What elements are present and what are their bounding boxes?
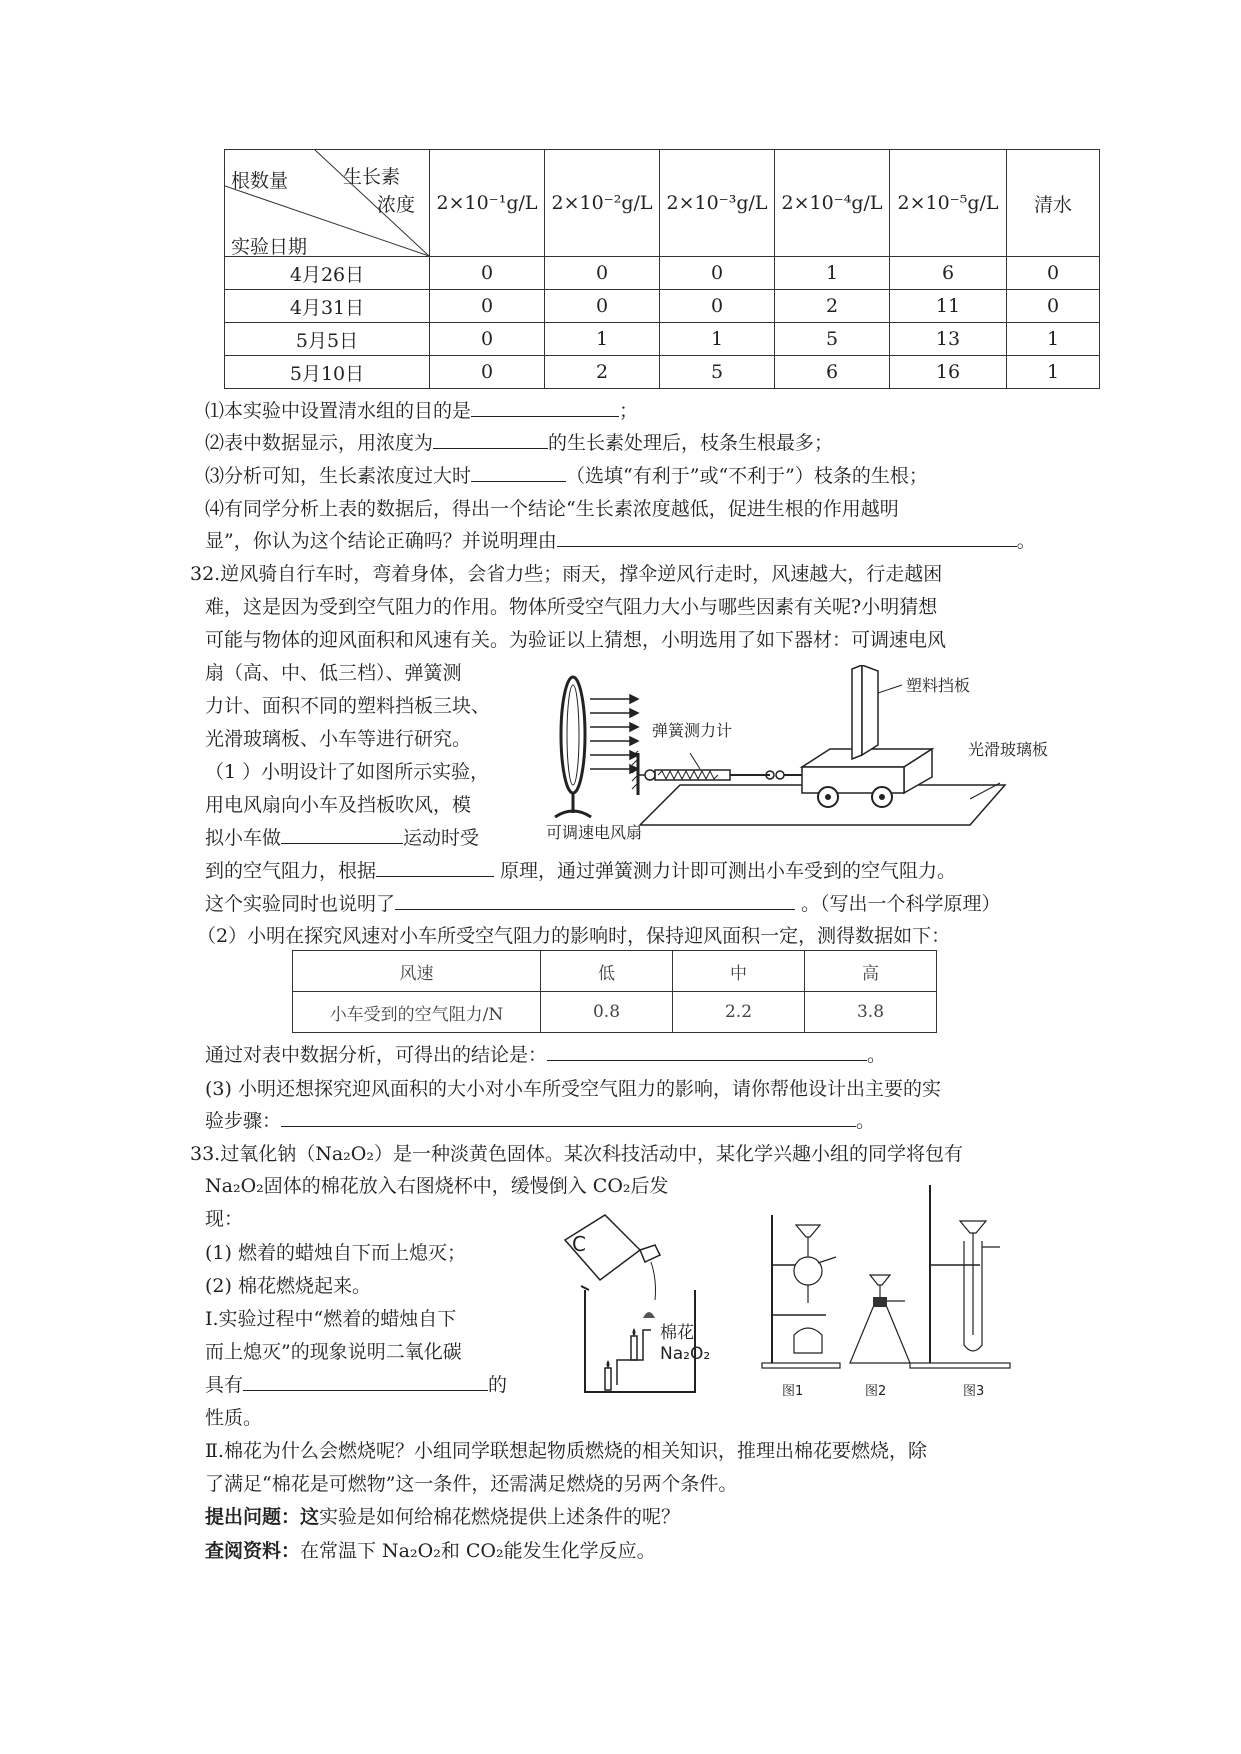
value-cell: 0 — [430, 323, 545, 356]
header-root-count: 根数量 — [231, 170, 289, 192]
date-cell: 5月10日 — [225, 356, 430, 389]
apparatus-3-icon — [910, 1185, 1010, 1368]
answer-blank[interactable] — [471, 463, 566, 482]
q33-line-6: Ⅰ.实验过程中“燃着的蜡烛自下 — [205, 1308, 457, 1330]
q33-line-9: 性质。 — [205, 1407, 263, 1429]
label-glass-plate: 光滑玻璃板 — [968, 740, 1049, 759]
q32-line-10: 到的空气阻力，根据 原理，通过弹簧测力计即可测出小车受到的空气阻力。 — [205, 860, 957, 882]
value-cell: 16 — [890, 356, 1007, 389]
value-cell: 0 — [545, 257, 660, 290]
q31-item-1: ⑴本实验中设置清水组的目的是 ； — [205, 400, 639, 422]
q33-line-2: Na₂O₂固体的棉花放入右图烧杯中，缓慢倒入 CO₂后发 — [205, 1175, 669, 1197]
value-cell: 1 — [545, 323, 660, 356]
apparatus-figures — [760, 1185, 1020, 1375]
value-cell: 5 — [775, 323, 890, 356]
label-plastic-board: 塑料挡板 — [906, 676, 971, 695]
diagonal-header-cell — [225, 150, 430, 257]
header-concentration: 浓度 — [377, 194, 416, 216]
apparatus-1-icon — [762, 1215, 840, 1368]
value-cell: 1 — [1007, 323, 1100, 356]
value-cell: 0 — [430, 356, 545, 389]
q32-line-9: 拟小车做 运动时受 — [205, 827, 480, 849]
q32-line-2: 难，这是因为受到空气阻力的作用。物体所受空气阻力大小与哪些因素有关呢?小明猜想 — [205, 596, 938, 618]
label-na2o2: Na₂O₂ — [660, 1344, 711, 1364]
col-header: 2×10⁻⁴g/L — [775, 150, 890, 257]
spring-meter-icon — [638, 770, 802, 780]
label-fig1: 图1 — [782, 1384, 804, 1399]
value-cell: 0 — [545, 290, 660, 323]
value-cell: 0 — [430, 290, 545, 323]
date-cell: 5月5日 — [225, 323, 430, 356]
q33-line-4: (1) 燃着的蜡烛自下而上熄灭； — [205, 1242, 466, 1264]
table-row — [293, 951, 937, 992]
col-header: 2×10⁻¹g/L — [430, 150, 545, 257]
q32-line-7: （1 ）小明设计了如图所示实验， — [205, 761, 490, 783]
value-cell: 2.2 — [673, 992, 805, 1033]
q33-line-5: (2) 棉花燃烧起来。 — [205, 1275, 371, 1297]
bottle-letter: C — [572, 1232, 586, 1256]
q31-item-4a: ⑷有同学分析上表的数据后，得出一个结论“生长素浓度越低，促进生根的作用越明 — [205, 498, 899, 520]
label-spring-meter: 弹簧测力计 — [652, 721, 733, 740]
q33-line-10: Ⅱ.棉花为什么会燃烧呢？小组同学联想起物质燃烧的相关知识，推理出棉花要燃烧，除 — [205, 1440, 927, 1462]
q33-line-1: 33.过氧化钠（Na₂O₂）是一种淡黄色固体。某次科技活动中，某化学兴趣小组的同学将包有 — [190, 1143, 963, 1165]
value-cell: 0 — [430, 257, 545, 290]
answer-blank[interactable] — [471, 398, 619, 417]
value-cell: 0 — [1007, 257, 1100, 290]
table-row — [225, 290, 1100, 323]
value-cell: 1 — [775, 257, 890, 290]
growth-hormone-table — [224, 149, 1100, 389]
apparatus-2-icon — [850, 1275, 910, 1363]
table-row — [225, 323, 1100, 356]
value-cell: 1 — [660, 323, 775, 356]
answer-blank[interactable] — [376, 858, 494, 877]
value-cell: 0 — [660, 257, 775, 290]
answer-blank[interactable] — [281, 825, 403, 844]
car-icon — [802, 749, 932, 807]
q33-line-8: 具有 的 — [205, 1374, 508, 1396]
q31-item-4b: 显”，你认为这个结论正确吗？并说明理由 。 — [205, 530, 1036, 552]
value-cell: 0 — [1007, 290, 1100, 323]
value-cell: 6 — [775, 356, 890, 389]
label-fan: 可调速电风扇 — [546, 823, 643, 842]
answer-blank[interactable] — [243, 1372, 488, 1391]
q32-line-13: 通过对表中数据分析，可得出的结论是： 。 — [205, 1044, 887, 1066]
col-header: 2×10⁻⁵g/L — [890, 150, 1007, 257]
q32-line-5: 力计、面积不同的塑料挡板三块、 — [205, 695, 491, 717]
q33-line-7: 而上熄灭”的现象说明二氧化碳 — [205, 1341, 462, 1363]
q32-line-11: 这个实验同时也说明了 。（写出一个科学原理） — [205, 893, 1001, 915]
q33-line-3: 现： — [205, 1208, 244, 1230]
value-cell: 6 — [890, 257, 1007, 290]
fan-icon — [555, 677, 591, 817]
value-cell: 1 — [1007, 356, 1100, 389]
value-cell: 5 — [660, 356, 775, 389]
q33-line-12: 提出问题：这实验是如何给棉花燃烧提供上述条件的呢？ — [205, 1506, 681, 1528]
q32-line-3: 可能与物体的迎风面积和风速有关。为验证以上猜想，小明选用了如下器材：可调速电风 — [205, 629, 947, 651]
table-row — [225, 257, 1100, 290]
col-header: 风速 — [293, 951, 541, 992]
q31-item-3: ⑶分析可知，生长素浓度过大时 （选填“有利于”或“不利于”）枝条的生根； — [205, 465, 928, 487]
plastic-board — [852, 665, 862, 759]
q32-line-1: 32.逆风骑自行车时，弯着身体，会省力些；雨天，撑伞逆风行走时，风速越大，行走越困 — [190, 563, 943, 585]
row-label: 小车受到的空气阻力/N — [293, 992, 541, 1033]
col-header: 高 — [805, 951, 937, 992]
value-cell: 0.8 — [541, 992, 673, 1033]
table-row — [293, 992, 937, 1033]
q32-line-8: 用电风扇向小车及挡板吹风，模 — [205, 794, 472, 816]
col-header: 中 — [673, 951, 805, 992]
col-header: 低 — [541, 951, 673, 992]
q32-line-4: 扇（高、中、低三档）、弹簧测 — [205, 662, 462, 684]
answer-blank[interactable] — [433, 430, 548, 449]
label-fig3: 图3 — [963, 1384, 985, 1399]
q32-line-12: （2）小明在探究风速对小车所受空气阻力的影响时，保持迎风面积一定，测得数据如下： — [197, 925, 951, 947]
co2-bottle-icon — [565, 1215, 660, 1300]
table-row — [225, 356, 1100, 389]
date-cell: 4月26日 — [225, 257, 430, 290]
q32-line-14: (3) 小明还想探究迎风面积的大小对小车所受空气阻力的影响，请你帮他设计出主要的实 — [205, 1078, 941, 1100]
q33-line-13: 查阅资料：在常温下 Na₂O₂和 CO₂能发生化学反应。 — [205, 1540, 656, 1562]
value-cell: 0 — [660, 290, 775, 323]
label-fig2: 图2 — [865, 1384, 887, 1399]
label-cotton: 棉花 — [660, 1323, 694, 1343]
q32-line-6: 光滑玻璃板、小车等进行研究。 — [205, 728, 472, 750]
header-date: 实验日期 — [231, 236, 308, 258]
wind-speed-table — [292, 950, 937, 1033]
date-cell: 4月31日 — [225, 290, 430, 323]
col-header: 2×10⁻³g/L — [660, 150, 775, 257]
value-cell: 13 — [890, 323, 1007, 356]
header-hormone: 生长素 — [343, 166, 401, 188]
answer-blank[interactable] — [395, 891, 795, 910]
col-header: 2×10⁻²g/L — [545, 150, 660, 257]
value-cell: 2 — [545, 356, 660, 389]
answer-blank[interactable] — [281, 1108, 856, 1127]
candle-icon — [605, 1328, 637, 1390]
q33-line-11: 了满足“棉花是可燃物”这一条件，还需满足燃烧的另两个条件。 — [205, 1473, 738, 1495]
answer-blank[interactable] — [547, 1042, 867, 1061]
answer-blank[interactable] — [557, 528, 1017, 547]
value-cell: 3.8 — [805, 992, 937, 1033]
value-cell: 11 — [890, 290, 1007, 323]
q31-item-2: ⑵表中数据显示，用浓度为 的生长素处理后，枝条生根最多； — [205, 432, 834, 454]
value-cell: 2 — [775, 290, 890, 323]
col-header: 清水 — [1007, 150, 1100, 257]
wind-arrows — [590, 695, 638, 773]
q32-line-15: 验步骤： 。 — [205, 1110, 876, 1132]
